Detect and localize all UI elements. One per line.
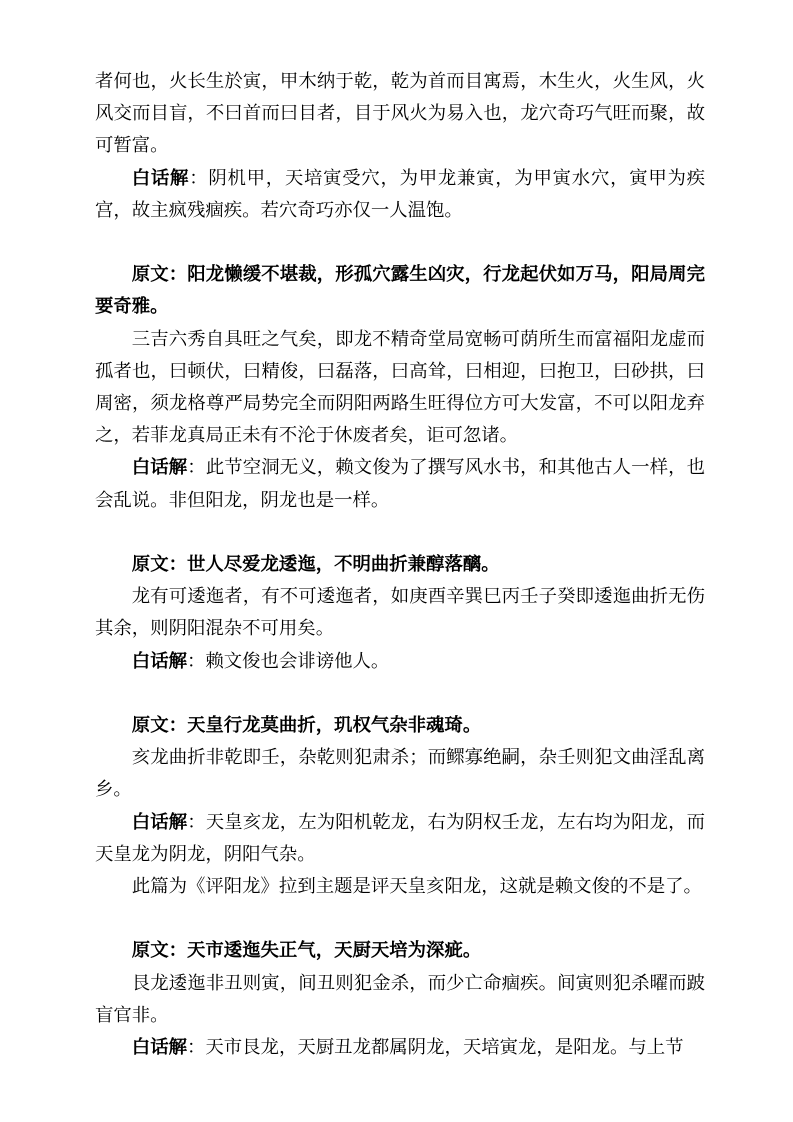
explanation-label: 白话解 (131, 1037, 187, 1059)
paragraph-5: 此篇为《评阳龙》拉到主题是评天皇亥阳龙，这就是赖文俊的不是了。 (131, 876, 702, 898)
paragraph-6: 艮龙逶迤非丑则寅，间丑则犯金杀，而少亡命痼疾。间寅则犯杀曜而跛盲官非。 (95, 972, 705, 1026)
explanation-label: 白话解 (131, 650, 187, 672)
paragraph-4: 亥龙曲折非乾即壬，杂乾则犯肃杀；而鳏寡绝嗣，杂壬则犯文曲淫乱离乡。 (95, 747, 705, 801)
original-heading-3: 原文：天皇行龙莫曲折，玑权气杂非魂琦。 (131, 715, 482, 737)
explanation-4 (95, 807, 705, 871)
explanation-text: ：天皇亥龙，左为阳机乾龙，右为阴权壬龙，左右均为阳龙，而天皇龙为阴龙，阴阳气杂。 (95, 811, 705, 865)
explanation-2 (95, 452, 705, 516)
document-page (95, 66, 705, 1064)
explanation-label: 白话解 (131, 167, 190, 189)
original-heading-1: 原文：阳龙懒缓不堪裁，形孤穴露生凶灾，行龙起伏如万马，阳局周完要奇雅。 (95, 264, 705, 318)
explanation-text: ：天市艮龙，天厨丑龙都属阴龙，天培寅龙，是阳龙。与上节 (186, 1037, 684, 1059)
explanation-label: 白话解 (131, 457, 188, 479)
explanation-1 (95, 163, 705, 227)
paragraph-1: 者何也，火长生於寅，甲木纳于乾，乾为首而目寓焉，木生火，火生风，火风交而目盲，不曰首而曰目者，目于风火为易入也，龙穴奇巧气旺而聚，故可暂富。 (95, 71, 705, 157)
paragraph-3: 龙有可逶迤者，有不可逶迤者，如庚酉辛巽巳丙壬子癸即逶迤曲折无伤其余，则阴阳混杂不可用矣。 (95, 586, 705, 640)
explanation-text: ：此节空洞无义，赖文俊为了撰写风水书，和其他古人一样，也会乱说。非但阳龙，阴龙也是一样。 (95, 457, 705, 511)
explanation-3 (95, 646, 705, 678)
explanation-label: 白话解 (131, 811, 188, 833)
explanation-5 (95, 1032, 705, 1064)
original-heading-2: 原文：世人尽爱龙逶迤，不明曲折兼醇落醨。 (131, 554, 500, 576)
explanation-text: ：赖文俊也会诽谤他人。 (186, 650, 390, 672)
explanation-text: ：阴机甲，天培寅受穴，为甲龙兼寅，为甲寅水穴，寅甲为疾宫，故主疯残痼疾。若穴奇巧亦仅一人温饱。 (95, 167, 705, 221)
original-heading-4: 原文：天市逶迤失正气，天厨天培为深疵。 (131, 940, 482, 962)
paragraph-2: 三吉六秀自具旺之气矣，即龙不精奇堂局宽畅可荫所生而富福阳龙虚而孤者也，曰顿伏，曰精俊，曰磊落，曰高耸，曰相迎，曰抱卫，曰砂拱，曰周密，须龙格尊严局势完全而阴阳两路生旺得位方可大发富，不可以阳龙弃之，若菲龙真局正未有不沦于休废者矣，讵可忽诸。 (95, 328, 705, 447)
